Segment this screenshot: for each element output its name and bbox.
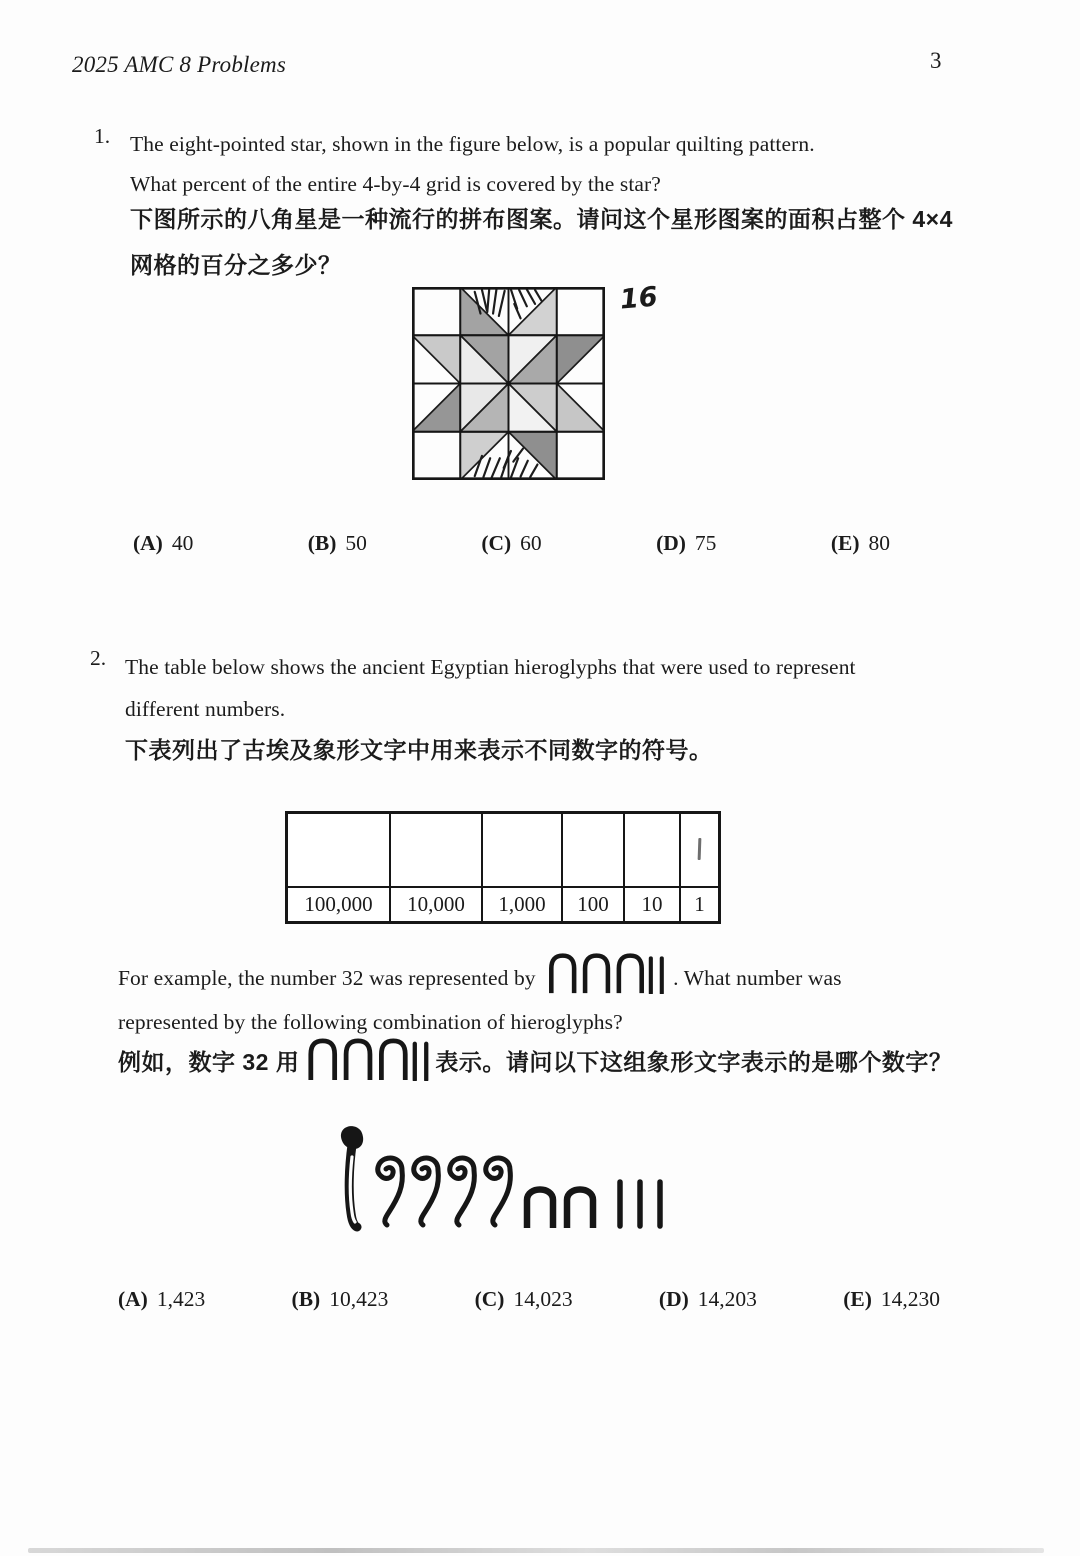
value-cell: 1,000 bbox=[483, 888, 563, 921]
handwritten-annotation: 16 bbox=[618, 281, 659, 316]
problem-1-text-zh-line2: 网格的百分之多少？ bbox=[130, 252, 342, 278]
value-cell: 100 bbox=[563, 888, 625, 921]
value-cell: 1 bbox=[694, 892, 705, 916]
value-cell: 10,000 bbox=[391, 888, 483, 921]
choice-1B: (B) 50 bbox=[307, 531, 367, 555]
stroke-1-glyphs bbox=[620, 1182, 660, 1226]
choice-2A: (A) 1,423 bbox=[118, 1287, 206, 1311]
hieroglyph-cell-100000 bbox=[288, 814, 391, 888]
hieroglyph-cell-1000 bbox=[483, 814, 563, 888]
problem-2-choices bbox=[118, 1287, 940, 1312]
hieroglyph-32-icon bbox=[307, 1037, 431, 1081]
example-zh-after: 表示。请问以下这组象形文字表示的是哪个数字？ bbox=[435, 1049, 953, 1075]
choice-2C: (C) 14,023 bbox=[474, 1287, 573, 1311]
problem-1-number: 1. bbox=[94, 124, 111, 148]
choice-2B: (B) 10,423 bbox=[291, 1287, 389, 1311]
problem-2-example-zh bbox=[118, 1036, 952, 1088]
problem-1-text-en-line1: The eight-pointed star, shown in the figure below, is a popular quilting pattern. bbox=[130, 132, 815, 156]
hieroglyph-cell-1 bbox=[681, 814, 718, 888]
problem-2-text-en-line1: The table below shows the ancient Egyptian hieroglyphs that were used to represent bbox=[125, 655, 856, 679]
example-zh-before: 例如，数字 32 用 bbox=[118, 1049, 300, 1075]
problem-2-text-zh: 下表列出了古埃及象形文字中用来表示不同数字的符号。 bbox=[125, 737, 713, 763]
example-en-line2: represented by the following combination of hieroglyphs? bbox=[118, 1010, 623, 1034]
hieroglyph-32-icon bbox=[547, 952, 667, 994]
problem-1-text-zh bbox=[130, 196, 1010, 288]
quilt-star-figure bbox=[412, 287, 605, 485]
page-number: 3 bbox=[930, 48, 942, 73]
choice-2D: (D) 14,203 bbox=[658, 1287, 757, 1311]
choice-1D: (D) 75 bbox=[656, 531, 717, 555]
lotus-1000-glyph bbox=[414, 1158, 439, 1225]
problem-1-text-en-line2: What percent of the entire 4-by-4 grid is covered by the star? bbox=[130, 172, 661, 196]
document-title: 2025 AMC 8 Problems bbox=[72, 52, 286, 77]
problem-1-text-en bbox=[130, 124, 970, 204]
choice-1A: (A) 40 bbox=[133, 531, 194, 555]
hieroglyph-value-table bbox=[285, 811, 721, 924]
heel-10-glyph bbox=[527, 1190, 553, 1229]
choice-1E: (E) 80 bbox=[830, 531, 890, 555]
stroke-glyph-faint bbox=[698, 838, 702, 860]
problem-2-text-en-line2: different numbers. bbox=[125, 697, 286, 721]
grid-lines bbox=[412, 287, 605, 480]
heel-10-glyph bbox=[567, 1190, 593, 1229]
problem-1-text-zh-line1: 下图所示的八角星是一种流行的拼布图案。请问这个星形图案的面积占整个 4×4 bbox=[130, 206, 953, 232]
problem-1-choices bbox=[133, 531, 890, 556]
problem-2-example-en bbox=[118, 952, 963, 1042]
finger-10000-glyph bbox=[341, 1126, 363, 1227]
choice-2E: (E) 14,230 bbox=[843, 1287, 940, 1311]
hieroglyph-cell-10 bbox=[625, 814, 681, 888]
example-en-before: For example, the number 32 was represented by bbox=[118, 966, 536, 990]
lotus-1000-glyph bbox=[378, 1158, 403, 1225]
value-cell: 100,000 bbox=[288, 888, 391, 921]
choice-1C: (C) 60 bbox=[481, 531, 542, 555]
hieroglyph-cell-100 bbox=[563, 814, 625, 888]
hieroglyph-cell-10000 bbox=[391, 814, 483, 888]
value-cell: 10 bbox=[625, 888, 681, 921]
example-en-after: . What number was bbox=[673, 966, 842, 990]
hieroglyph-combination-svg bbox=[330, 1124, 675, 1232]
lotus-1000-glyph bbox=[450, 1158, 475, 1225]
quilt-star-svg bbox=[412, 287, 605, 480]
hieroglyph-combination-figure bbox=[330, 1124, 675, 1237]
scan-artifact-line bbox=[28, 1548, 1044, 1553]
problem-2-text-en bbox=[125, 646, 985, 730]
lotus-1000-glyph bbox=[486, 1158, 511, 1225]
problem-2-number: 2. bbox=[90, 646, 107, 670]
